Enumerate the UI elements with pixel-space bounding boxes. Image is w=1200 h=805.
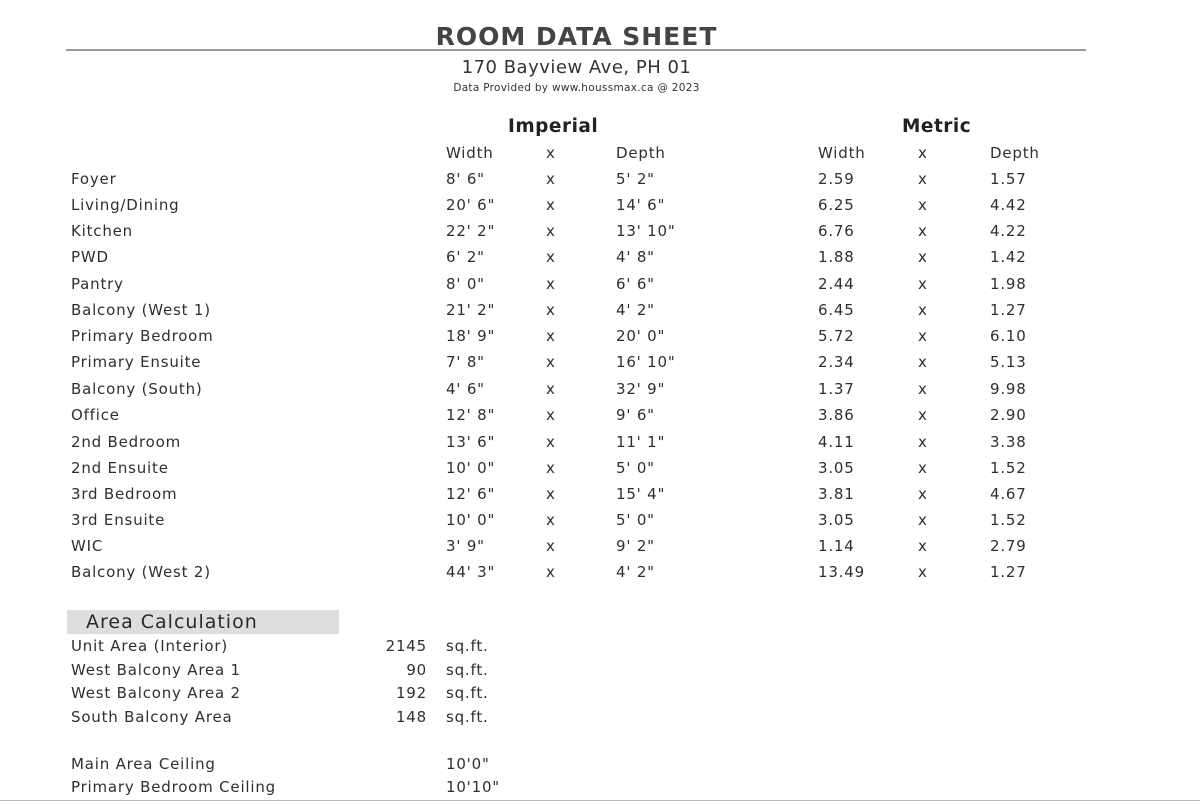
- metric-depth: 1.27: [990, 563, 1027, 581]
- table-row: [0, 248, 1200, 274]
- table-row: [0, 301, 1200, 327]
- area-calculation-heading: Area Calculation: [67, 610, 339, 634]
- metric-width: 2.59: [818, 170, 855, 188]
- metric-depth: 4.22: [990, 222, 1027, 240]
- imperial-width: 3' 9": [446, 537, 485, 555]
- metric-x: x: [918, 433, 928, 451]
- table-row: [0, 170, 1200, 196]
- imperial-width: 8' 0": [446, 275, 485, 293]
- room-name: Primary Ensuite: [71, 353, 202, 371]
- area-row: [0, 637, 1200, 661]
- metric-x: x: [918, 222, 928, 240]
- data-provider: Data Provided by www.houssmax.ca @ 2023: [453, 82, 700, 94]
- imperial-depth: 5' 0": [616, 459, 655, 477]
- imperial-depth: 11' 1": [616, 433, 666, 451]
- metric-width: 2.34: [818, 353, 855, 371]
- metric-x: x: [918, 353, 928, 371]
- area-label: West Balcony Area 2: [71, 684, 241, 702]
- imperial-x: x: [546, 485, 556, 503]
- area-row: [0, 684, 1200, 708]
- table-row: [0, 196, 1200, 222]
- imperial-x: x: [546, 196, 556, 214]
- metric-x: x: [918, 327, 928, 345]
- metric-width: 3.86: [818, 406, 855, 424]
- imperial-width: 22' 2": [446, 222, 496, 240]
- metric-width: 3.05: [818, 511, 855, 529]
- imperial-depth: 5' 0": [616, 511, 655, 529]
- table-row: [0, 563, 1200, 589]
- imperial-width: 18' 9": [446, 327, 496, 345]
- imperial-width: 10' 0": [446, 459, 496, 477]
- metric-width: 4.11: [818, 433, 855, 451]
- page-bottom-edge: [0, 800, 1200, 801]
- metric-x: x: [918, 563, 928, 581]
- metric-depth: 2.90: [990, 406, 1027, 424]
- room-name: Kitchen: [71, 222, 133, 240]
- imperial-width: 12' 6": [446, 485, 496, 503]
- area-value: 90: [406, 661, 427, 679]
- imperial-depth: 15' 4": [616, 485, 666, 503]
- area-label: Unit Area (Interior): [71, 637, 229, 655]
- metric-depth: 6.10: [990, 327, 1027, 345]
- table-row: [0, 275, 1200, 301]
- room-name: Balcony (South): [71, 380, 203, 398]
- imperial-width: 8' 6": [446, 170, 485, 188]
- table-row: [0, 459, 1200, 485]
- ceiling-label: Primary Bedroom Ceiling: [71, 778, 276, 796]
- area-value: 148: [395, 708, 427, 726]
- imperial-width: 13' 6": [446, 433, 496, 451]
- col-metric-depth: Depth: [990, 144, 1040, 162]
- imperial-x: x: [546, 248, 556, 266]
- imperial-x: x: [546, 275, 556, 293]
- imperial-depth: 6' 6": [616, 275, 655, 293]
- metric-heading: Metric: [902, 116, 972, 137]
- metric-width: 2.44: [818, 275, 855, 293]
- room-name: WIC: [71, 537, 104, 555]
- area-value: 2145: [385, 637, 427, 655]
- imperial-depth: 4' 8": [616, 248, 655, 266]
- metric-width: 13.49: [818, 563, 865, 581]
- metric-width: 6.45: [818, 301, 855, 319]
- imperial-depth: 16' 10": [616, 353, 676, 371]
- imperial-width: 6' 2": [446, 248, 485, 266]
- metric-depth: 4.67: [990, 485, 1027, 503]
- imperial-x: x: [546, 537, 556, 555]
- imperial-depth: 4' 2": [616, 563, 655, 581]
- imperial-x: x: [546, 511, 556, 529]
- metric-x: x: [918, 537, 928, 555]
- imperial-x: x: [546, 353, 556, 371]
- imperial-width: 12' 8": [446, 406, 496, 424]
- table-row: [0, 380, 1200, 406]
- col-metric-x: x: [918, 144, 928, 162]
- metric-width: 1.88: [818, 248, 855, 266]
- col-imperial-width: Width: [446, 144, 494, 162]
- metric-x: x: [918, 406, 928, 424]
- imperial-x: x: [546, 301, 556, 319]
- imperial-depth: 20' 0": [616, 327, 666, 345]
- imperial-heading: Imperial: [508, 116, 599, 137]
- room-name: Office: [71, 406, 120, 424]
- table-row: [0, 485, 1200, 511]
- imperial-width: 10' 0": [446, 511, 496, 529]
- metric-x: x: [918, 380, 928, 398]
- imperial-width: 4' 6": [446, 380, 485, 398]
- col-imperial-depth: Depth: [616, 144, 666, 162]
- metric-depth: 5.13: [990, 353, 1027, 371]
- metric-depth: 1.42: [990, 248, 1027, 266]
- ceiling-row: [0, 778, 1200, 802]
- area-label: South Balcony Area: [71, 708, 233, 726]
- imperial-x: x: [546, 563, 556, 581]
- area-unit: sq.ft.: [446, 637, 489, 655]
- imperial-width: 7' 8": [446, 353, 485, 371]
- metric-x: x: [918, 485, 928, 503]
- imperial-depth: 32' 9": [616, 380, 666, 398]
- metric-x: x: [918, 170, 928, 188]
- metric-width: 1.37: [818, 380, 855, 398]
- table-row: [0, 327, 1200, 353]
- metric-width: 6.76: [818, 222, 855, 240]
- area-row: [0, 661, 1200, 685]
- imperial-x: x: [546, 222, 556, 240]
- room-name: Primary Bedroom: [71, 327, 214, 345]
- room-name: PWD: [71, 248, 109, 266]
- table-row: [0, 222, 1200, 248]
- metric-depth: 1.52: [990, 511, 1027, 529]
- imperial-depth: 14' 6": [616, 196, 666, 214]
- table-row: [0, 406, 1200, 432]
- imperial-x: x: [546, 406, 556, 424]
- area-unit: sq.ft.: [446, 684, 489, 702]
- metric-width: 3.05: [818, 459, 855, 477]
- col-metric-width: Width: [818, 144, 866, 162]
- imperial-depth: 9' 2": [616, 537, 655, 555]
- room-name: 3rd Bedroom: [71, 485, 178, 503]
- metric-depth: 4.42: [990, 196, 1027, 214]
- metric-width: 3.81: [818, 485, 855, 503]
- metric-width: 5.72: [818, 327, 855, 345]
- area-unit: sq.ft.: [446, 708, 489, 726]
- imperial-width: 44' 3": [446, 563, 496, 581]
- metric-x: x: [918, 511, 928, 529]
- metric-width: 1.14: [818, 537, 855, 555]
- table-row: [0, 511, 1200, 537]
- metric-x: x: [918, 459, 928, 477]
- metric-depth: 1.57: [990, 170, 1027, 188]
- ceiling-height: 10'10": [446, 778, 500, 796]
- imperial-depth: 13' 10": [616, 222, 676, 240]
- imperial-x: x: [546, 380, 556, 398]
- metric-x: x: [918, 275, 928, 293]
- room-name: Pantry: [71, 275, 124, 293]
- room-name: Living/Dining: [71, 196, 180, 214]
- room-name: Balcony (West 1): [71, 301, 211, 319]
- table-row: [0, 353, 1200, 379]
- room-name: Balcony (West 2): [71, 563, 211, 581]
- ceiling-height: 10'0": [446, 755, 490, 773]
- room-name: 2nd Ensuite: [71, 459, 169, 477]
- metric-depth: 3.38: [990, 433, 1027, 451]
- metric-depth: 2.79: [990, 537, 1027, 555]
- area-value: 192: [395, 684, 427, 702]
- room-name: 3rd Ensuite: [71, 511, 166, 529]
- metric-x: x: [918, 301, 928, 319]
- metric-width: 6.25: [818, 196, 855, 214]
- table-row: [0, 433, 1200, 459]
- address: 170 Bayview Ave, PH 01: [461, 57, 692, 78]
- col-imperial-x: x: [546, 144, 556, 162]
- metric-depth: 1.52: [990, 459, 1027, 477]
- imperial-x: x: [546, 459, 556, 477]
- page-title: ROOM DATA SHEET: [435, 22, 718, 51]
- metric-depth: 9.98: [990, 380, 1027, 398]
- title-rule: [66, 49, 1086, 51]
- imperial-depth: 4' 2": [616, 301, 655, 319]
- imperial-width: 20' 6": [446, 196, 496, 214]
- table-row: [0, 537, 1200, 563]
- area-row: [0, 708, 1200, 732]
- imperial-width: 21' 2": [446, 301, 496, 319]
- metric-x: x: [918, 196, 928, 214]
- room-name: Foyer: [71, 170, 117, 188]
- metric-x: x: [918, 248, 928, 266]
- imperial-x: x: [546, 433, 556, 451]
- metric-depth: 1.27: [990, 301, 1027, 319]
- area-label: West Balcony Area 1: [71, 661, 241, 679]
- area-unit: sq.ft.: [446, 661, 489, 679]
- metric-depth: 1.98: [990, 275, 1027, 293]
- imperial-x: x: [546, 170, 556, 188]
- ceiling-label: Main Area Ceiling: [71, 755, 216, 773]
- imperial-depth: 9' 6": [616, 406, 655, 424]
- imperial-x: x: [546, 327, 556, 345]
- room-name: 2nd Bedroom: [71, 433, 181, 451]
- ceiling-row: [0, 755, 1200, 779]
- imperial-depth: 5' 2": [616, 170, 655, 188]
